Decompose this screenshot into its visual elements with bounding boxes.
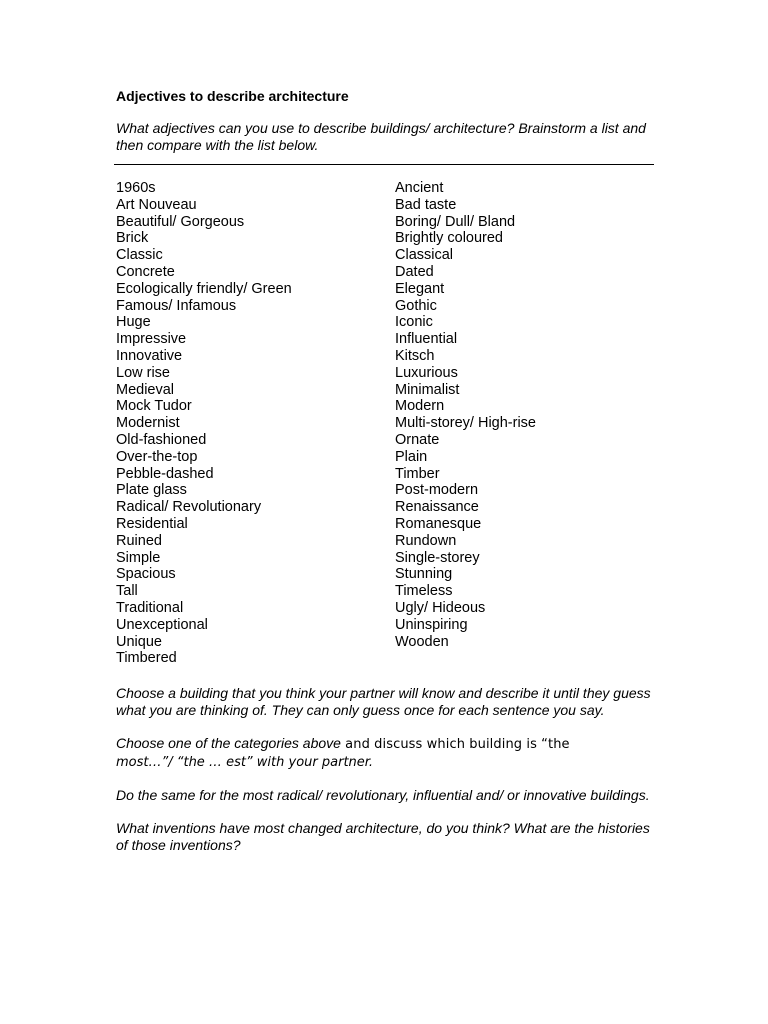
adjective-item: Unexceptional — [116, 616, 208, 633]
adjective-item: Bad taste — [395, 196, 457, 213]
adjective-item: Ruined — [116, 532, 162, 549]
adjective-item: Iconic — [395, 314, 433, 331]
adjective-item: Art Nouveau — [116, 196, 197, 213]
adjective-item: Brightly coloured — [395, 230, 503, 247]
adjective-item: Unique — [116, 633, 162, 650]
adjective-item: Simple — [116, 549, 161, 566]
adjective-item: Ornate — [395, 431, 440, 448]
adjective-item: Ugly/ Hideous — [395, 599, 486, 616]
adjective-item: Romanesque — [395, 515, 482, 532]
adjective-item: Elegant — [395, 280, 445, 297]
categories-instruction: Choose one of the categories above — [116, 735, 341, 752]
adjective-item: Mock Tudor — [116, 398, 192, 415]
adjective-columns — [116, 180, 656, 667]
adjective-item: Timber — [395, 465, 440, 482]
adjective-item: Residential — [116, 515, 188, 532]
page-title: Adjectives to describe architecture — [116, 88, 349, 104]
worksheet-page — [116, 86, 656, 854]
adjective-item: Stunning — [395, 566, 453, 583]
adjective-item: Ecologically friendly/ Green — [116, 280, 292, 297]
adjective-item: Impressive — [116, 331, 187, 348]
adjective-item: Modern — [395, 398, 445, 415]
adjective-item: Uninspiring — [395, 616, 468, 633]
adjective-item: Single-storey — [395, 549, 480, 566]
adjective-item: Renaissance — [395, 499, 479, 516]
adjective-item: Medieval — [116, 381, 175, 398]
adjective-item: Multi-storey/ High-rise — [395, 415, 536, 432]
adjective-item: Plate glass — [116, 482, 187, 499]
adjective-item: 1960s — [116, 180, 156, 196]
adjective-item: Rundown — [395, 532, 457, 549]
adjective-item: Plain — [395, 448, 428, 465]
adjective-list-right — [395, 180, 655, 667]
adjective-item: Old-fashioned — [116, 431, 207, 448]
adjective-item: Classic — [116, 247, 163, 264]
adjective-item: Tall — [116, 583, 138, 600]
activity-question-guess: Choose a building that you think your partner will know and describe it until they guess what you are thinking of. They can only guess once for each sentence you say. — [116, 685, 651, 719]
adjective-item: Traditional — [116, 599, 184, 616]
adjective-item: Kitsch — [395, 347, 435, 364]
adjective-item: Wooden — [395, 633, 449, 650]
adjective-item: Boring/ Dull/ Bland — [395, 213, 516, 230]
adjective-item: Radical/ Revolutionary — [116, 499, 262, 516]
adjective-item: Ancient — [395, 180, 444, 196]
adjective-item: Huge — [116, 314, 151, 331]
adjective-item: Modernist — [116, 415, 180, 432]
adjective-item: Beautiful/ Gorgeous — [116, 213, 245, 230]
divider-line — [114, 164, 654, 165]
intro-question: What adjectives can you use to describe buildings/ architecture? Brainstorm a list and then compare with the list below. — [116, 120, 646, 153]
activity-question-categories — [116, 735, 656, 771]
activity-question-radical: Do the same for the most radical/ revolutionary, influential and/ or innovative buildings. — [116, 787, 650, 804]
adjective-item: Classical — [395, 247, 454, 264]
activity-question-inventions: What inventions have most changed architecture, do you think? What are the histories of those inventions? — [116, 820, 650, 854]
adjective-item: Brick — [116, 230, 149, 247]
adjective-item: Spacious — [116, 566, 176, 583]
categories-superlative: most…”/ “the … est” with your partner. — [116, 755, 374, 771]
adjective-item: Concrete — [116, 263, 175, 280]
adjective-item: Gothic — [395, 297, 437, 314]
adjective-item: Post-modern — [395, 482, 479, 499]
adjective-item: Minimalist — [395, 381, 460, 398]
adjective-item: Low rise — [116, 364, 170, 381]
adjective-item: Influential — [395, 331, 458, 348]
adjective-item: Famous/ Infamous — [116, 297, 237, 314]
adjective-item: Dated — [395, 263, 434, 280]
adjective-item: Luxurious — [395, 364, 458, 381]
adjective-item: Innovative — [116, 347, 183, 364]
categories-discussion: and discuss which building is “the — [340, 737, 570, 753]
adjective-item: Timbered — [116, 650, 177, 667]
adjective-item: Pebble-dashed — [116, 465, 214, 482]
adjective-list-left — [116, 180, 395, 667]
adjective-item: Timeless — [395, 583, 453, 600]
adjective-item: Over-the-top — [116, 448, 198, 465]
